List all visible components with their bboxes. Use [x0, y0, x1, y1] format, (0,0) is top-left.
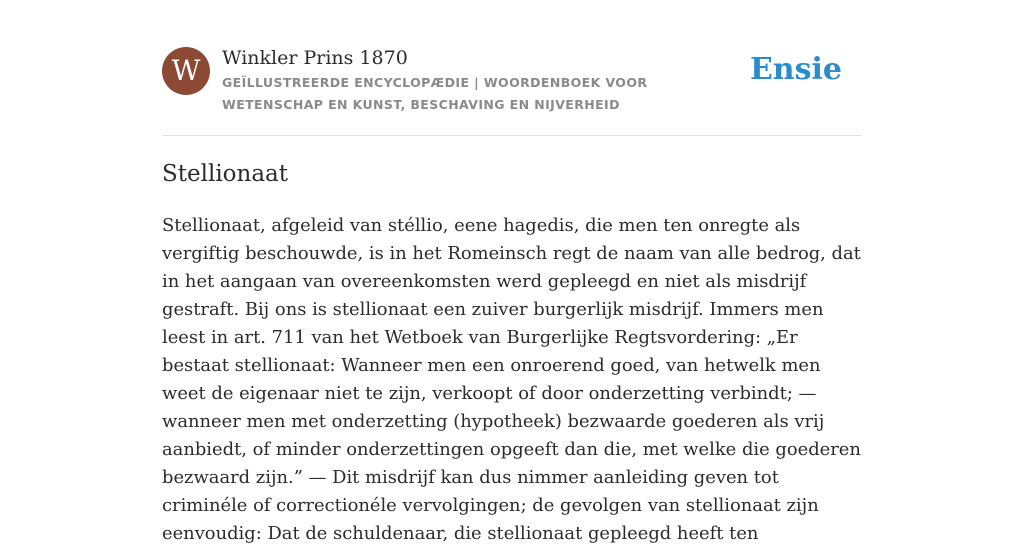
article-body: Stellionaat, afgeleid van stéllio, eene hagedis, die men ten onregte als vergiftig beschouwde, is in het Romeinsch regt de naam van alle bedrog, dat in het aangaan van overeenkomsten werd gepleegd en niet als misdrijf gestraft. Bij ons is stellionaat een zuiver burgerlijk misdrijf. Immers men leest in art. 711 van het Wetboek van Burgerlijke Regtsvordering: „Er bestaat stellionaat: Wanneer men een onroerend goed, van hetwelk men weet de eigenaar niet te zijn, verkoopt of door onderzetting verbindt; — wanneer men met onderzetting (hypotheek) bezwaarde goederen als vrij aanbiedt, of minder onderzettingen opgeeft dan die, met welke die goederen bezwaard zijn.” — Dit misdrijf kan dus nimmer aanleiding geven tot criminéle of correctionéle vervolgingen; de gevolgen van stellionaat zijn eenvoudig: Dat de schuldenaar, die stellionaat gepleegd heeft ten: [162, 215, 861, 544]
source-title[interactable]: Winkler Prins 1870: [222, 47, 408, 69]
header-divider: [162, 135, 862, 136]
article-title: Stellionaat: [162, 161, 289, 187]
source-avatar[interactable]: W: [162, 47, 210, 95]
ensie-logo-link[interactable]: Ensie: [749, 52, 842, 87]
source-header: [162, 46, 862, 116]
source-subtitle: GEÏLLUSTREERDE ENCYCLOPÆDIE | WOORDENBOEK VOOR WETENSCHAP EN KUNST, BESCHAVING EN NIJVERHEID: [222, 75, 648, 112]
